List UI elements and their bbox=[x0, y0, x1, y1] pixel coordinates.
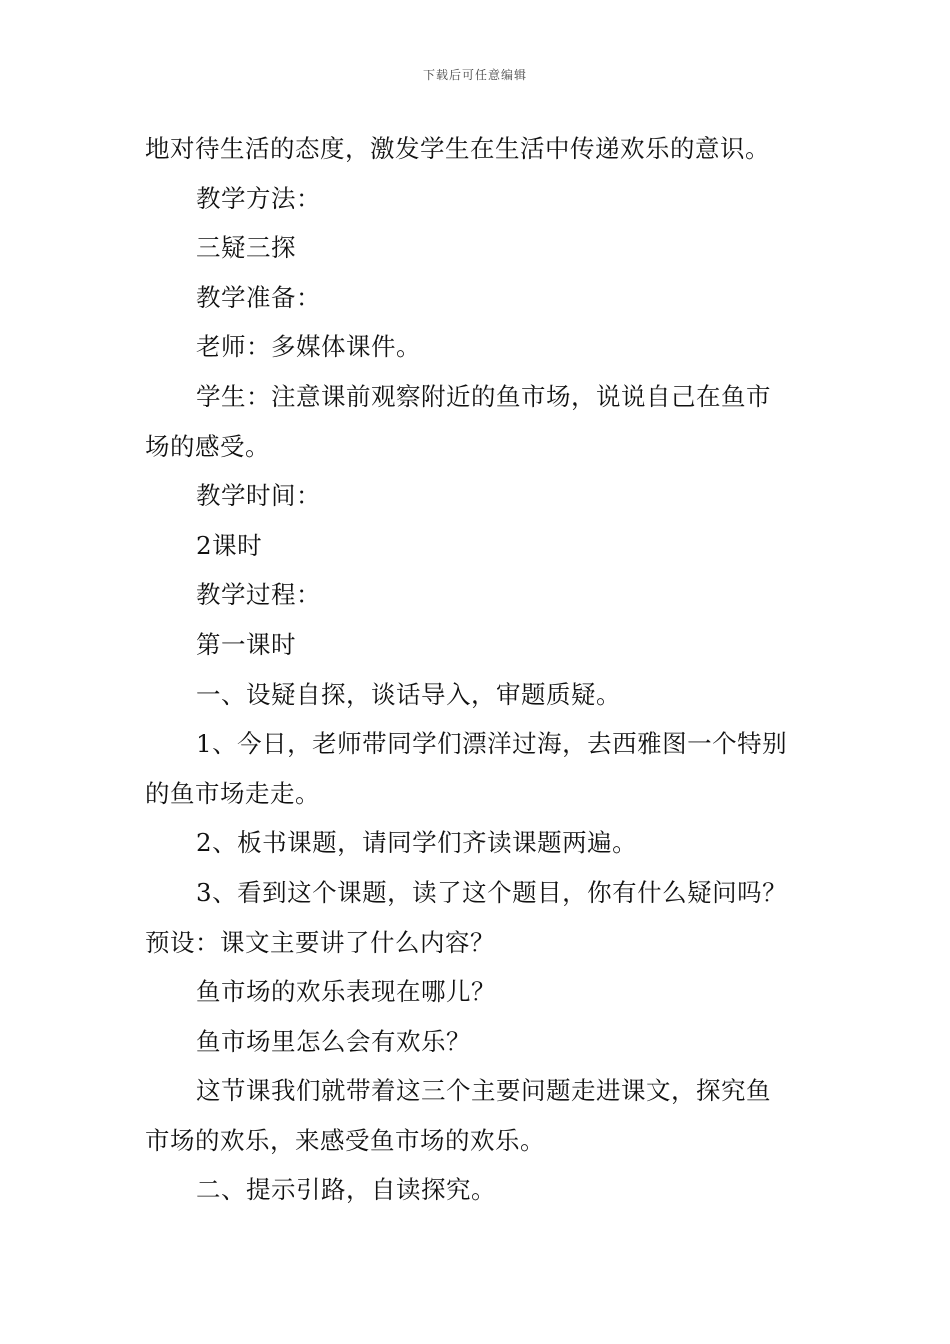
text-line: 一、设疑自探，谈话导入，审题质疑。 bbox=[196, 679, 621, 709]
text-line: 学生：注意课前观察附近的鱼市场，说说自己在鱼市 bbox=[196, 381, 771, 411]
text-line: 第一课时 bbox=[196, 629, 296, 659]
text-line: 教学方法： bbox=[196, 183, 321, 213]
text-line: 这节课我们就带着这三个主要问题走进课文，探究鱼 bbox=[196, 1076, 771, 1106]
text-line: 教学过程： bbox=[196, 580, 321, 610]
text-line: 老师：多媒体课件。 bbox=[196, 332, 421, 362]
text-line: 2课时 bbox=[196, 530, 263, 560]
document-body bbox=[145, 124, 810, 1215]
text-line: 鱼市场里怎么会有欢乐？ bbox=[196, 1026, 471, 1056]
text-line: 教学时间： bbox=[196, 481, 321, 511]
text-line: 预设：课文主要讲了什么内容？ bbox=[145, 927, 495, 957]
text-line: 的鱼市场走走。 bbox=[145, 778, 320, 808]
text-line: 3、看到这个课题，读了这个题目，你有什么疑问吗？ bbox=[196, 877, 788, 907]
text-line: 鱼市场的欢乐表现在哪儿？ bbox=[196, 977, 496, 1007]
page-header: 下载后可任意编辑 bbox=[422, 68, 527, 82]
text-line: 教学准备： bbox=[196, 282, 321, 312]
text-line: 2、板书课题，请同学们齐读课题两遍。 bbox=[196, 828, 638, 858]
text-line: 二、提示引路，自读探究。 bbox=[196, 1175, 496, 1205]
text-line: 三疑三探 bbox=[196, 233, 296, 263]
text-line: 场的感受。 bbox=[145, 431, 270, 461]
text-line: 1、今日，老师带同学们漂洋过海，去西雅图一个特别 bbox=[196, 729, 788, 759]
text-line: 市场的欢乐，来感受鱼市场的欢乐。 bbox=[145, 1125, 545, 1155]
text-line: 地对待生活的态度，激发学生在生活中传递欢乐的意识。 bbox=[145, 134, 770, 163]
